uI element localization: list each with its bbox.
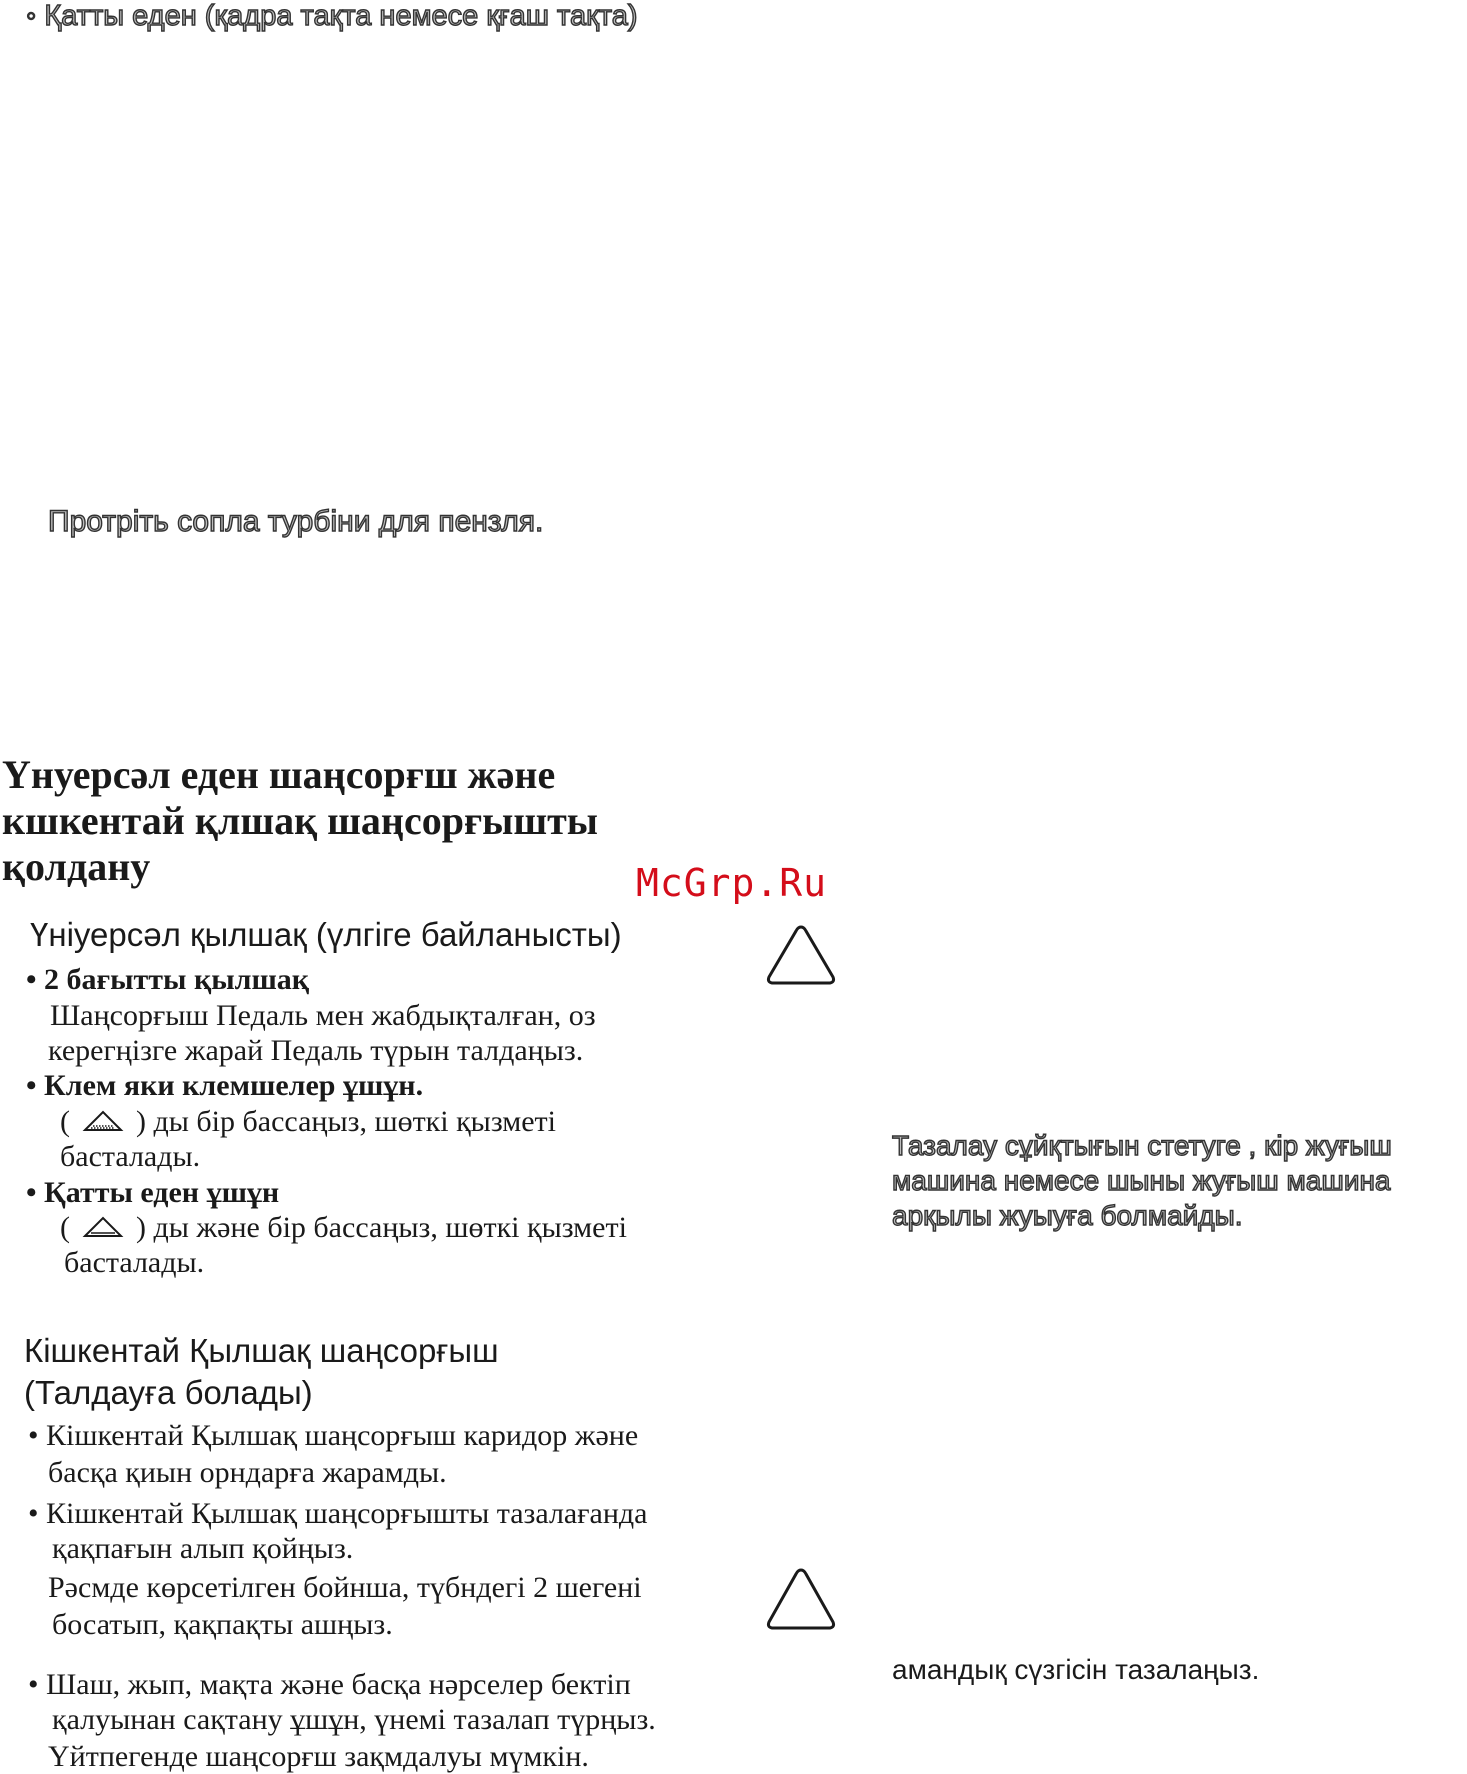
list-item-title: • 2 бағытты қылшақ bbox=[26, 963, 310, 996]
small-brush-heading-line: Кішкентай Қылшақ шаңсорғыш bbox=[24, 1332, 499, 1369]
small-brush-heading-line: (Талдауға болады) bbox=[24, 1374, 313, 1411]
warning-triangle-icon bbox=[764, 1565, 838, 1633]
brush-nozzle-note: Протріть сопла турбіни для пензля. bbox=[48, 505, 544, 538]
hard-floor-mode-icon bbox=[80, 1213, 126, 1248]
section-title-line: кшкентай қлшақ шаңсорғышты bbox=[2, 798, 599, 843]
watermark: McGrp.Ru bbox=[636, 861, 828, 905]
wash-warning-line: Тазалау сұйқтығын стетуге , кір жуғыш bbox=[892, 1130, 1392, 1161]
list-item-text: қалуынан сақтану ұшұн, үнемі тазалап түрңыз. bbox=[52, 1703, 656, 1736]
section-title bbox=[2, 752, 702, 890]
list-item-text: керегңізге жарай Педаль түрын талдаңыз. bbox=[48, 1034, 584, 1067]
list-item-text: Үйтпегенде шаңсорғш зақмдалуы мүмкін. bbox=[48, 1740, 589, 1773]
paren-open: ( bbox=[60, 1105, 70, 1138]
list-item-text: басталады. bbox=[60, 1140, 201, 1173]
list-item-title: • Клем яки клемшелер ұшұн. bbox=[26, 1069, 424, 1102]
wash-warning-line: машина немесе шыны жуғыш машина bbox=[892, 1165, 1391, 1196]
filter-note: амандық сүзгісін тазалаңыз. bbox=[892, 1654, 1260, 1685]
list-item-text: қақпағын алып қойңыз. bbox=[52, 1532, 354, 1565]
warning-triangle-icon bbox=[764, 922, 838, 988]
list-item-text: Рәсмде көрсетілген бойнша, түбндегі 2 шегені bbox=[48, 1571, 642, 1604]
wash-warning-line: арқылы жуыуға болмайды. bbox=[892, 1200, 1243, 1231]
list-item-text: басталады. bbox=[64, 1246, 205, 1279]
list-item-text: • Кішкентай Қылшақ шаңсорғыш каридор және bbox=[28, 1419, 639, 1452]
universal-brush-heading: Үніуерсәл қылшақ (үлгіге байланысты) bbox=[30, 916, 622, 953]
list-item-text-tail: ) ды және бір бассаңыз, шөткі қызметі bbox=[136, 1211, 627, 1244]
list-item-text: басқа қиын орндарға жарамды. bbox=[48, 1456, 447, 1489]
small-brush-heading bbox=[24, 1330, 499, 1414]
list-item-text: босатып, қақпақты ашңыз. bbox=[52, 1608, 393, 1641]
list-item-text: Шаңсорғыш Педаль мен жабдықталған, оз bbox=[50, 999, 596, 1032]
paren-open: ( bbox=[60, 1211, 70, 1244]
list-item-text bbox=[60, 1104, 556, 1142]
list-item-text: • Шаш, жып, мақта және басқа нәрселер бектіп bbox=[28, 1668, 631, 1701]
list-item-text bbox=[60, 1210, 627, 1248]
section-title-line: қолдану bbox=[2, 844, 151, 889]
list-item-text: • Кішкентай Қылшақ шаңсорғышты тазалағанда bbox=[28, 1497, 648, 1530]
floor-type-line: ◦ Қатты еден (қадра тақта немесе қғаш тақта) bbox=[26, 0, 638, 32]
carpet-mode-icon bbox=[80, 1107, 126, 1142]
section-title-line: Үнуерсәл еден шаңсорғш жәнe bbox=[2, 752, 556, 797]
list-item-text-tail: ) ды бір бассаңыз, шөткі қызметі bbox=[136, 1105, 556, 1138]
list-item-title: • Қатты еден ұшұн bbox=[26, 1176, 280, 1209]
